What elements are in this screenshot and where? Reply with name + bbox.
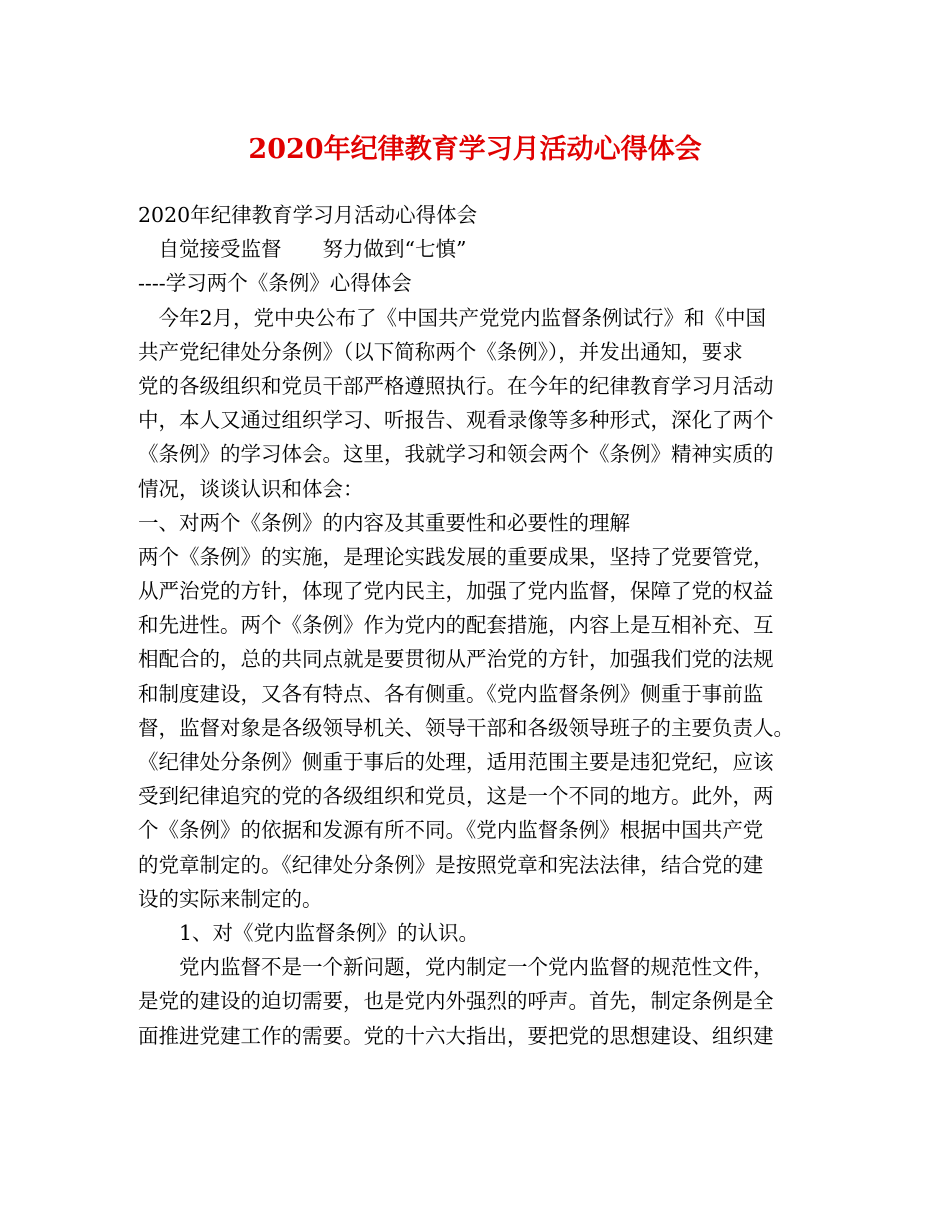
paragraph-line: 设的实际来制定的。: [138, 886, 323, 911]
paragraph-line: 受到纪律追究的党的各级组织和党员，这是一个不同的地方。此外，两: [138, 784, 774, 809]
paragraph-line: 今年2月，党中央公布了《中国共产党党内监督条例试行》和《中国: [138, 305, 767, 330]
paragraph-line: ----学习两个《条例》心得体会: [138, 271, 412, 296]
subsection-heading: 1、对《党内监督条例》的认识。: [138, 920, 480, 945]
section-heading: 一、对两个《条例》的内容及其重要性和必要性的理解: [138, 510, 630, 535]
paragraph-line: 和制度建设，又各有特点、各有侧重。《党内监督条例》侧重于事前监: [138, 681, 764, 706]
paragraph-line: 面推进党建工作的需要。党的十六大指出，要把党的思想建设、组织建: [138, 1023, 774, 1048]
paragraph-line: 从严治党的方针，体现了党内民主，加强了党内监督，保障了党的权益: [138, 579, 774, 604]
paragraph-line: 督，监督对象是各级领导机关、领导干部和各级领导班子的主要负责人。: [138, 715, 794, 740]
paragraph-line: 是党的建设的迫切需要，也是党内外强烈的呼声。首先，制定条例是全: [138, 989, 774, 1014]
paragraph-line: 和先进性。两个《条例》作为党内的配套措施，内容上是互相补充、互: [138, 613, 774, 638]
paragraph-line: 两个《条例》的实施，是理论实践发展的重要成果，坚持了党要管党，: [138, 544, 774, 569]
paragraph-line: 相配合的，总的共同点就是要贯彻从严治党的方针，加强我们党的法规: [138, 647, 774, 672]
document-body: [138, 198, 818, 1053]
paragraph-line: 党内监督不是一个新问题，党内制定一个党内监督的规范性文件，: [138, 955, 774, 980]
paragraph-line: 情况，谈谈认识和体会：: [138, 476, 364, 501]
paragraph-line: 共产党纪律处分条例》（以下简称两个《条例》），并发出通知，要求: [138, 339, 743, 364]
paragraph-line: 《纪律处分条例》侧重于事后的处理，适用范围主要是违犯党纪，应该: [138, 750, 774, 774]
paragraph-line: 中，本人又通过组织学习、听报告、观看录像等多种形式，深化了两个: [138, 408, 774, 433]
paragraph-line: 党的各级组织和党员干部严格遵照执行。在今年的纪律教育学习月活动: [138, 373, 774, 398]
paragraph-line: 个《条例》的依据和发源有所不同。《党内监督条例》根据中国共产党: [138, 818, 764, 843]
paragraph-line: 《条例》的学习体会。这里，我就学习和领会两个《条例》精神实质的: [138, 442, 774, 467]
paragraph-line: 2020年纪律教育学习月活动心得体会: [138, 203, 478, 227]
paragraph-line: 自觉接受监督 努力做到“七慎”: [138, 237, 467, 262]
paragraph-line: 的党章制定的。《纪律处分条例》是按照党章和宪法法律，结合党的建: [138, 852, 764, 877]
document-title: 2020年纪律教育学习月活动心得体会: [248, 134, 702, 165]
